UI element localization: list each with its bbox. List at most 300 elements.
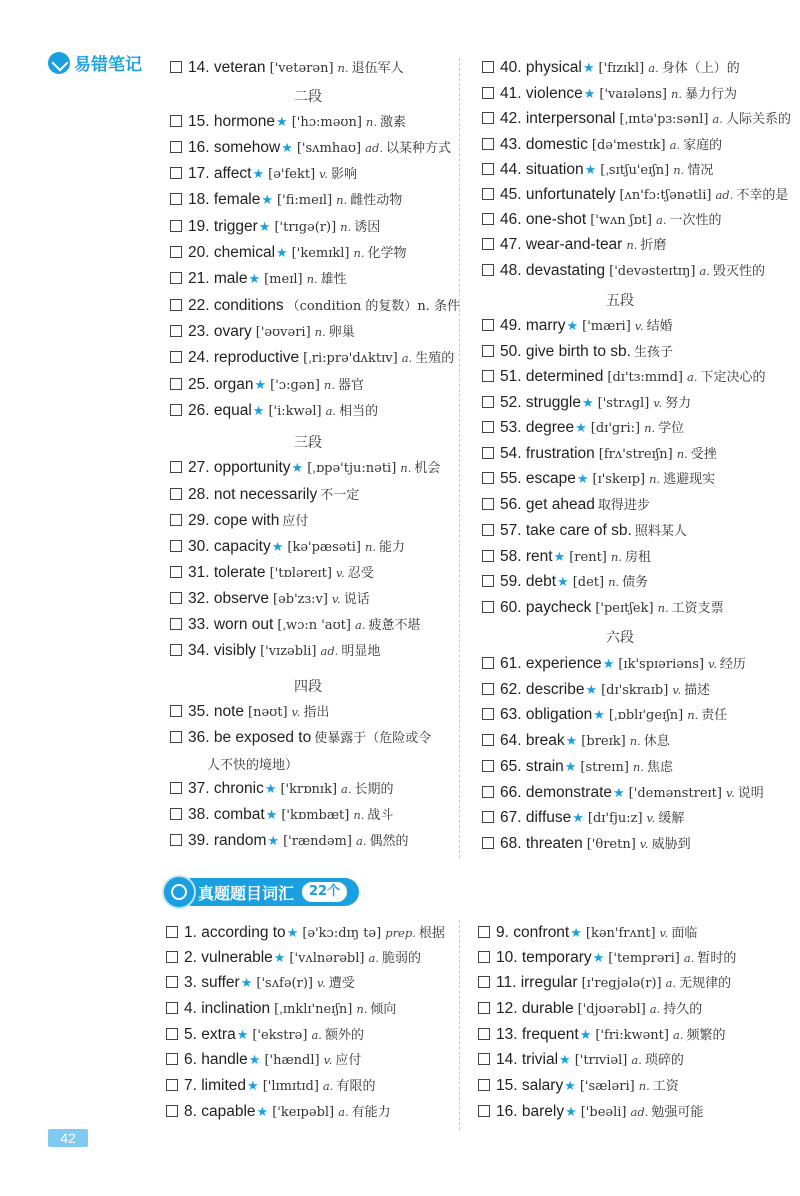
checkbox[interactable]: [482, 112, 494, 124]
vocab-word: 16. barely: [496, 1103, 565, 1120]
vocab-word: 51. determined: [500, 368, 604, 385]
vocab-entry: [166, 1024, 364, 1046]
checkbox[interactable]: [170, 540, 182, 552]
vocab-word: 18. female: [188, 191, 261, 208]
checkbox[interactable]: [482, 421, 494, 433]
vocab-word: 17. affect: [188, 165, 252, 182]
star-icon: ★: [576, 472, 589, 487]
phonetic: [ˌwɔ:n 'aʊt]: [277, 618, 351, 633]
checkbox[interactable]: [482, 786, 494, 798]
vocab-word: 63. obligation: [500, 706, 593, 723]
part-of-speech: a.: [648, 61, 659, 75]
checkbox[interactable]: [170, 488, 182, 500]
vocab-entry: [482, 833, 691, 855]
star-icon: ★: [593, 708, 605, 723]
checkbox[interactable]: [170, 705, 182, 717]
checkbox[interactable]: [482, 734, 494, 746]
vocab-word: 6. handle: [184, 1051, 248, 1068]
meaning: 频繁的: [686, 1028, 726, 1043]
checkbox[interactable]: [170, 644, 182, 656]
star-icon: ★: [559, 1053, 571, 1068]
part-of-speech: v.: [646, 811, 656, 825]
phonetic: ['trɪgə(r)]: [274, 220, 337, 235]
vocab-word: 9. confront: [496, 924, 570, 941]
vocab-word: 41. violence: [500, 85, 583, 102]
checkbox[interactable]: [170, 461, 182, 473]
phonetic: ['fɪzɪkl]: [598, 61, 645, 76]
checkbox[interactable]: [482, 138, 494, 150]
star-icon: ★: [273, 951, 286, 966]
checkbox[interactable]: [170, 115, 182, 127]
part-of-speech: n.: [400, 461, 412, 475]
checkbox[interactable]: [166, 976, 178, 988]
phonetic: ['fi:meɪl]: [277, 193, 333, 208]
checkbox[interactable]: [478, 1002, 490, 1014]
checkbox[interactable]: [166, 1053, 178, 1065]
vocab-entry: [166, 1075, 375, 1097]
vocab-entry: [170, 163, 357, 185]
phonetic: ['θretn]: [586, 837, 636, 852]
vocab-word: 48. devastating: [500, 262, 606, 279]
checkbox[interactable]: [478, 1079, 490, 1091]
checkbox[interactable]: [170, 808, 182, 820]
phonetic: ['vetərən]: [269, 61, 334, 76]
vocab-word: 3. suffer: [184, 974, 240, 991]
meaning: 使暴露于（危险或令: [314, 731, 432, 746]
part-of-speech: n.: [673, 163, 685, 177]
vocab-entry: [478, 1024, 726, 1046]
part-of-speech: ad.: [715, 188, 734, 202]
phonetic: ['krɒnɪk]: [280, 782, 338, 797]
checkbox[interactable]: [170, 325, 182, 337]
vocab-entry: [170, 347, 454, 369]
vocab-word: 2. vulnerable: [184, 949, 273, 966]
meaning: 疲惫不堪: [368, 618, 421, 633]
star-icon: ★: [564, 1079, 576, 1094]
vocab-word: 57. take care of sb.: [500, 522, 632, 539]
part-of-speech: n.: [365, 115, 377, 129]
vocab-entry: [170, 727, 431, 749]
part-of-speech: n.: [610, 550, 622, 564]
meaning: 说话: [343, 592, 370, 607]
vocab-word: 47. wear-and-tear: [500, 236, 623, 253]
checkbox[interactable]: [478, 1053, 490, 1065]
column-divider-bottom: [459, 920, 460, 1130]
checkbox[interactable]: [170, 618, 182, 630]
checkbox[interactable]: [482, 87, 494, 99]
vocab-word: 14. trivial: [496, 1051, 559, 1068]
meaning: 描述: [684, 683, 711, 698]
meaning: 暂时的: [697, 951, 737, 966]
star-icon: ★: [267, 834, 280, 849]
part-of-speech: a.: [355, 834, 367, 848]
phonetic: ['vʌlnərəbl]: [289, 951, 365, 966]
phonetic: [frʌ'streɪʃn]: [598, 447, 673, 462]
meaning: 脆弱的: [381, 951, 421, 966]
banner-count: 22个: [302, 882, 347, 902]
checkbox[interactable]: [482, 163, 494, 175]
phonetic: [rent]: [569, 550, 607, 565]
vocab-entry: [170, 457, 440, 479]
checkbox[interactable]: [170, 566, 182, 578]
meaning: 遭受: [328, 976, 355, 991]
vocab-entry: [482, 366, 766, 388]
vocab-entry: [170, 588, 370, 610]
checkbox[interactable]: [166, 1002, 178, 1014]
meaning: 缓解: [658, 811, 685, 826]
vocab-word: 19. trigger: [188, 218, 258, 235]
vocab-word: 14. veteran: [188, 59, 266, 76]
star-icon: ★: [271, 540, 284, 555]
checkbox[interactable]: [170, 272, 182, 284]
checkbox[interactable]: [170, 220, 182, 232]
part-of-speech: n.: [649, 472, 661, 486]
star-icon: ★: [256, 1105, 269, 1120]
phonetic: [dɪ'fju:z]: [587, 811, 643, 826]
meaning: 面临: [671, 926, 698, 941]
meaning: 卵巢: [328, 325, 355, 340]
meaning: 下定决心的: [700, 370, 766, 385]
checkbox[interactable]: [166, 926, 178, 938]
star-icon: ★: [584, 163, 597, 178]
meaning: 能力: [379, 540, 406, 555]
meaning: 责任: [701, 708, 728, 723]
checkbox[interactable]: [170, 246, 182, 258]
checkbox[interactable]: [478, 1028, 490, 1040]
star-icon: ★: [565, 1105, 577, 1120]
checkbox[interactable]: [482, 345, 494, 357]
phonetic: ['lɪmɪtɪd]: [262, 1079, 319, 1094]
checkbox[interactable]: [482, 213, 494, 225]
checkbox[interactable]: [166, 951, 178, 963]
phonetic: ['beəli]: [580, 1105, 627, 1120]
checkbox[interactable]: [482, 524, 494, 536]
star-icon: ★: [570, 926, 582, 941]
phonetic: ['strʌgl]: [597, 396, 650, 411]
meaning: 取得进步: [597, 498, 650, 513]
vocab-entry: [482, 184, 788, 206]
vocab-word: 27. opportunity: [188, 459, 291, 476]
section-heading-5: 五段: [606, 293, 634, 309]
vocab-word: 32. observe: [188, 590, 269, 607]
meaning: 有限的: [336, 1079, 376, 1094]
vocab-entry: [478, 972, 731, 994]
checkbox[interactable]: [482, 370, 494, 382]
star-icon: ★: [582, 396, 594, 411]
vocab-entry: [482, 234, 666, 256]
phonetic: [ˌɒpə'tju:nəti]: [307, 461, 397, 476]
meaning: 工资: [652, 1079, 679, 1094]
checkbox[interactable]: [166, 1079, 178, 1091]
meaning: 以某种方式: [385, 141, 451, 156]
phonetic: [breɪk]: [581, 734, 626, 749]
meaning: 房租: [624, 550, 651, 565]
checkbox[interactable]: [482, 238, 494, 250]
checkbox[interactable]: [170, 731, 182, 743]
phonetic: ['kemɪkl]: [291, 246, 350, 261]
meaning: 不一定: [320, 488, 360, 503]
vocab-word: 15. hormone: [188, 113, 276, 130]
vocab-word: 36. be exposed to: [188, 729, 312, 746]
vocab-entry: [482, 494, 650, 516]
star-icon: ★: [582, 61, 595, 76]
checkbox[interactable]: [482, 683, 494, 695]
vocab-entry: [166, 998, 396, 1020]
part-of-speech: a.: [649, 1002, 661, 1016]
vocab-word: 49. marry: [500, 317, 566, 334]
meaning: 生殖的: [415, 351, 455, 366]
checkbox[interactable]: [482, 657, 494, 669]
vocab-entry: [170, 830, 408, 852]
meaning: 威胁到: [651, 837, 691, 852]
phonetic: [nəʊt]: [248, 705, 288, 720]
checkbox[interactable]: [482, 575, 494, 587]
checkbox[interactable]: [170, 299, 182, 311]
checkbox[interactable]: [170, 834, 182, 846]
phonetic: ['sæləri]: [579, 1079, 635, 1094]
meaning: 经历: [719, 657, 746, 672]
meaning: 身体（上）的: [661, 61, 740, 76]
vocab-entry: [482, 134, 722, 156]
part-of-speech: n.: [323, 378, 335, 392]
vocab-word: 37. chronic: [188, 780, 264, 797]
vocab-word: 61. experience: [500, 655, 602, 672]
vocab-word: 11. irregular: [496, 974, 578, 991]
star-icon: ★: [252, 167, 265, 182]
vocab-word: 24. reproductive: [188, 349, 300, 366]
vocab-entry: [170, 137, 451, 159]
phonetic: ['ekstrə]: [252, 1028, 308, 1043]
meaning: 倾向: [370, 1002, 397, 1017]
banner-bar: [190, 878, 359, 906]
vocab-word: 45. unfortunately: [500, 186, 616, 203]
meaning: 激素: [379, 115, 406, 130]
vocab-entry: [482, 57, 740, 79]
vocab-word: 12. durable: [496, 1000, 574, 1017]
checkbox[interactable]: [482, 61, 494, 73]
phonetic: ['fri:kwənt]: [595, 1028, 669, 1043]
vocab-entry: [170, 640, 380, 662]
entry-36-continuation: 人不快的境地）: [207, 758, 299, 773]
checkbox[interactable]: [478, 926, 490, 938]
part-of-speech: v.: [672, 683, 682, 697]
checkbox[interactable]: [170, 378, 182, 390]
phonetic: ['rændəm]: [283, 834, 352, 849]
part-of-speech: n.: [337, 61, 349, 75]
vocab-entry: [482, 782, 764, 804]
meaning: 器官: [337, 378, 364, 393]
checkbox[interactable]: [170, 141, 182, 153]
checkbox[interactable]: [478, 951, 490, 963]
checkbox[interactable]: [170, 193, 182, 205]
vocab-word: 38. combat: [188, 806, 265, 823]
vocab-entry: [478, 1049, 684, 1071]
phonetic: [ɪ'regjələ(r)]: [581, 976, 662, 991]
checkbox[interactable]: [482, 264, 494, 276]
star-icon: ★: [583, 87, 596, 102]
phonetic: ['tɒləreɪt]: [269, 566, 332, 581]
checkbox[interactable]: [482, 447, 494, 459]
vocab-entry: [170, 536, 405, 558]
phonetic: [ˌri:prə'dʌktɪv]: [303, 351, 398, 366]
part-of-speech: a.: [699, 264, 710, 278]
meaning: 说明: [737, 786, 764, 801]
star-icon: ★: [613, 786, 625, 801]
part-of-speech: n.: [364, 540, 377, 554]
vocab-entry: [170, 510, 308, 532]
checkbox[interactable]: [170, 61, 182, 73]
phonetic: [kə'pæsəti]: [287, 540, 361, 555]
vocab-word: 28. not necessarily: [188, 486, 318, 503]
vocab-word: 4. inclination: [184, 1000, 271, 1017]
vocab-entry: [482, 679, 710, 701]
pen-icon: [48, 52, 70, 74]
star-icon: ★: [566, 319, 579, 334]
checkbox[interactable]: [482, 760, 494, 772]
part-of-speech: n.: [336, 193, 348, 207]
phonetic: [dɪ'tɜ:mɪnd]: [607, 370, 684, 385]
checkbox[interactable]: [482, 188, 494, 200]
part-of-speech: n.: [657, 601, 669, 615]
vocab-entry: [482, 341, 673, 363]
part-of-speech: v.: [639, 837, 649, 851]
vocab-word: 21. male: [188, 270, 248, 287]
vocab-word: 55. escape: [500, 470, 576, 487]
vocab-entry: [170, 778, 394, 800]
part-of-speech: n.: [632, 760, 644, 774]
vocab-entry: [170, 242, 407, 264]
star-icon: ★: [291, 461, 304, 476]
checkbox[interactable]: [170, 782, 182, 794]
checkbox[interactable]: [482, 396, 494, 408]
vocab-word: 40. physical: [500, 59, 582, 76]
meaning: 焦虑: [646, 760, 673, 775]
vocab-entry: [166, 922, 445, 944]
part-of-speech: a.: [341, 782, 352, 796]
checkbox[interactable]: [482, 319, 494, 331]
vocab-word: 66. demonstrate: [500, 784, 613, 801]
meaning: 努力: [665, 396, 692, 411]
checkbox[interactable]: [166, 1028, 178, 1040]
vocab-word: 44. situation: [500, 161, 584, 178]
vocab-entry: [478, 947, 736, 969]
vocab-entry: [170, 562, 374, 584]
checkbox[interactable]: [482, 550, 494, 562]
checkbox[interactable]: [478, 976, 490, 988]
checkbox[interactable]: [482, 601, 494, 613]
part-of-speech: a.: [368, 951, 379, 965]
checkbox[interactable]: [170, 592, 182, 604]
vocab-entry: [478, 998, 702, 1020]
checkbox[interactable]: [482, 708, 494, 720]
vocab-entry: [170, 614, 420, 636]
part-of-speech: v.: [331, 592, 341, 606]
part-of-speech: v.: [316, 976, 326, 990]
vocab-word: 65. strain: [500, 758, 564, 775]
phonetic: [ˌsɪtʃu'eɪʃn]: [600, 163, 670, 178]
star-icon: ★: [240, 976, 253, 991]
phonetic: ['hɔ:məʊn]: [291, 115, 362, 130]
part-of-speech: ad.: [320, 644, 339, 658]
phonetic: ['kɒmbæt]: [281, 808, 350, 823]
vocab-word: 53. degree: [500, 419, 575, 436]
checkbox[interactable]: [482, 811, 494, 823]
star-icon: ★: [264, 782, 277, 797]
checkbox[interactable]: [170, 514, 182, 526]
vocab-entry: [166, 972, 355, 994]
checkbox[interactable]: [170, 167, 182, 179]
part-of-speech: v.: [291, 705, 301, 719]
phonetic: [əb'zɜ:v]: [273, 592, 328, 607]
checkbox[interactable]: [166, 1105, 178, 1117]
vocab-entry: [170, 400, 378, 422]
banner-title: 真题题目词汇: [198, 883, 295, 903]
phonetic: [kən'frʌnt]: [585, 926, 656, 941]
part-of-speech: ad.: [365, 141, 383, 155]
phonetic: ['demənstreɪt]: [628, 786, 722, 801]
part-of-speech: prep.: [385, 926, 416, 940]
vocab-word: 23. ovary: [188, 323, 252, 340]
part-of-speech: a.: [631, 1053, 642, 1067]
vocab-entry: [482, 315, 673, 337]
checkbox[interactable]: [482, 472, 494, 484]
phonetic: [ʌn'fɔ:tʃənətli]: [619, 188, 712, 203]
vocab-word: 62. describe: [500, 681, 585, 698]
vocab-entry: [170, 804, 393, 826]
star-icon: ★: [276, 246, 288, 261]
star-icon: ★: [265, 808, 278, 823]
vocab-entry: [166, 1049, 361, 1071]
checkbox[interactable]: [478, 1105, 490, 1117]
part-of-speech: v.: [653, 396, 663, 410]
star-icon: ★: [281, 141, 293, 156]
checkbox[interactable]: [482, 837, 494, 849]
part-of-speech: v.: [335, 566, 345, 580]
phonetic: [ɪ'skeɪp]: [592, 472, 646, 487]
part-of-speech: n.: [687, 708, 699, 722]
phonetic: ['temprəri]: [608, 951, 680, 966]
vocab-word: 68. threaten: [500, 835, 583, 852]
vocab-word: 43. domestic: [500, 136, 588, 153]
vocab-entry: [482, 597, 724, 619]
vocab-entry: [170, 111, 406, 133]
vocab-word: 64. break: [500, 732, 565, 749]
checkbox[interactable]: [482, 498, 494, 510]
meaning: 无规律的: [679, 976, 732, 991]
vocab-entry: [170, 701, 329, 723]
meaning: 影响: [330, 167, 357, 182]
phonetic: [ɪk'spɪəriəns]: [618, 657, 705, 672]
meaning: 休息: [643, 734, 670, 749]
phonetic: ['əʊvəri]: [255, 325, 311, 340]
star-icon: ★: [572, 811, 584, 826]
vocab-word: 34. visibly: [188, 642, 257, 659]
star-icon: ★: [236, 1028, 249, 1043]
meaning: 逃避现实: [663, 472, 716, 487]
checkbox[interactable]: [170, 351, 182, 363]
checkbox[interactable]: [170, 404, 182, 416]
meaning: 情况: [687, 163, 714, 178]
meaning: 不幸的是: [736, 188, 789, 203]
vocab-entry: [482, 807, 684, 829]
part-of-speech: v.: [323, 1053, 333, 1067]
vocab-word: 10. temporary: [496, 949, 592, 966]
vocab-entry: [482, 546, 651, 568]
part-of-speech: n.: [340, 220, 352, 234]
part-of-speech: n.: [306, 272, 318, 286]
vocab-word: 54. frustration: [500, 445, 595, 462]
vocab-entry: [482, 571, 648, 593]
